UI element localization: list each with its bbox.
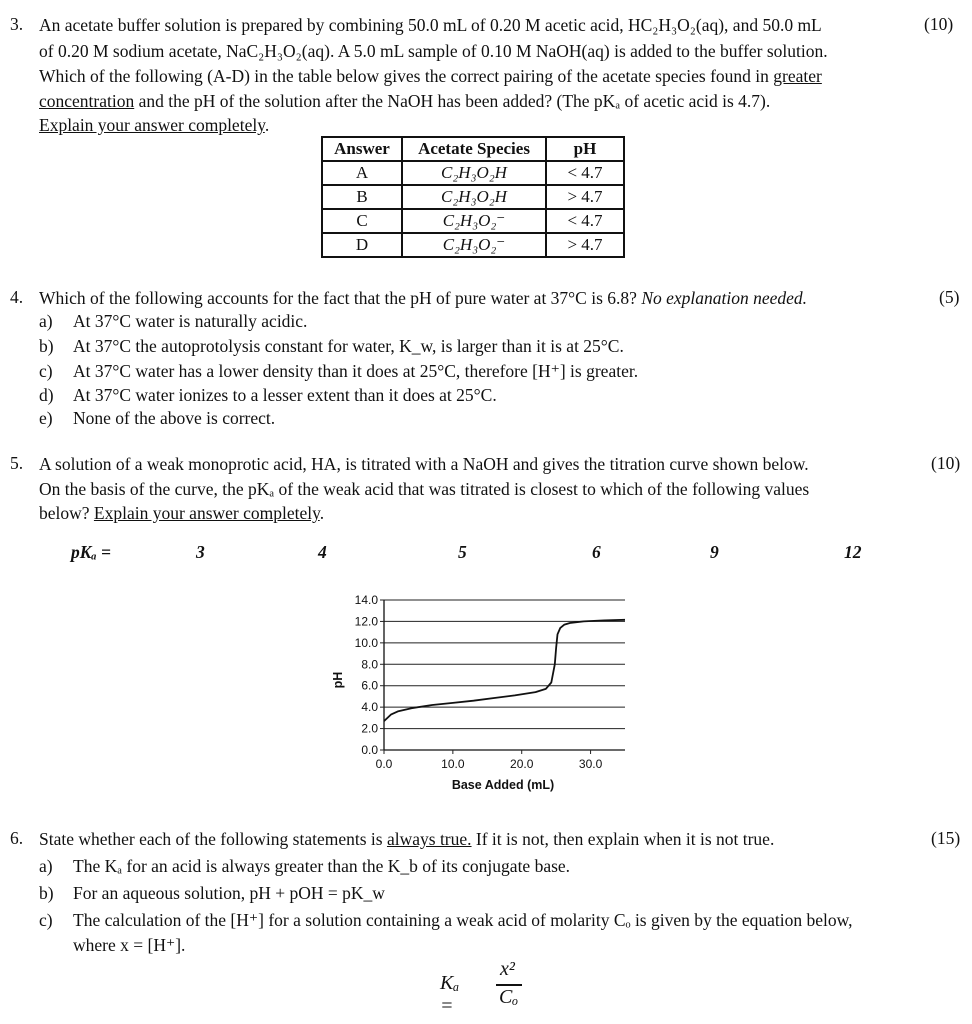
q5-line-3-start: below? bbox=[39, 503, 94, 523]
option-label: c) bbox=[39, 361, 53, 381]
pka-choice: 5 bbox=[458, 542, 467, 562]
x-tick-label: 10.0 bbox=[441, 757, 465, 771]
row-answer: A bbox=[322, 161, 402, 185]
formula-lhs: Kₐ = bbox=[440, 972, 460, 1017]
option-text: At 37°C water ionizes to a lesser extent than it does at 25°C. bbox=[73, 385, 497, 405]
answer-table-header bbox=[322, 137, 624, 161]
q4-question-text: Which of the following accounts for the fact that the pH of pure water at 37°C is 6.8? bbox=[39, 288, 642, 308]
q4-option bbox=[39, 335, 624, 357]
q3-greater: greater bbox=[773, 66, 822, 86]
q6-option bbox=[39, 855, 571, 877]
y-tick-label: 2.0 bbox=[361, 721, 378, 736]
formula-numerator: x² bbox=[500, 958, 515, 980]
y-tick-label: 0.0 bbox=[361, 743, 378, 757]
table-row bbox=[322, 185, 624, 209]
option-label: e) bbox=[39, 408, 53, 428]
header-answer: Answer bbox=[322, 137, 402, 161]
option-text: The Kₐ for an acid is always greater than the K_b of its conjugate base. bbox=[73, 856, 571, 876]
q3-explain-period: . bbox=[264, 115, 270, 135]
q4-question-italic: No explanation needed. bbox=[641, 288, 808, 308]
row-species: C₂H₃O₂⁻ bbox=[402, 233, 546, 257]
header-ph: pH bbox=[546, 137, 624, 161]
x-tick-label: 0.0 bbox=[375, 757, 393, 771]
q6-always-true: always true. bbox=[386, 829, 472, 849]
q3-line-3-text: Which of the following (A-D) in the table below gives the correct pairing of the acetate species found in bbox=[39, 66, 769, 86]
q4-option bbox=[39, 360, 639, 382]
row-species: C₂H₃O₂⁻ bbox=[402, 209, 546, 233]
row-ph: < 4.7 bbox=[546, 161, 624, 185]
q3-line-4 bbox=[39, 90, 770, 112]
x-ticks bbox=[376, 750, 603, 771]
pka-choice: 3 bbox=[196, 542, 205, 562]
y-axis-label: pH bbox=[331, 671, 345, 689]
row-answer: C bbox=[322, 209, 402, 233]
option-label: d) bbox=[39, 385, 54, 405]
pka-choice: 4 bbox=[318, 542, 327, 562]
q6-option bbox=[39, 882, 385, 904]
option-label: b) bbox=[39, 336, 54, 356]
option-text: None of the above is correct. bbox=[73, 408, 276, 428]
q4-question bbox=[39, 287, 807, 309]
y-ticks bbox=[355, 593, 384, 757]
option-label: b) bbox=[39, 883, 54, 903]
q3-line-2: of 0.20 M sodium acetate, NaC₂H₃O₂(aq). A 5.0 mL sample of 0.10 M NaOH(aq) is added to the buffer solution. bbox=[39, 41, 828, 61]
q4-option bbox=[39, 310, 308, 332]
header-species: Acetate Species bbox=[402, 137, 546, 161]
row-species: C₂H₃O₂H bbox=[402, 185, 546, 209]
option-label: a) bbox=[39, 856, 53, 876]
y-tick-label: 8.0 bbox=[361, 657, 378, 672]
answer-table bbox=[321, 136, 625, 258]
q3-line-3 bbox=[39, 65, 822, 87]
q6-question-end: If it is not, then explain when it is not true. bbox=[471, 829, 775, 849]
row-ph: < 4.7 bbox=[546, 209, 624, 233]
q6-question bbox=[39, 828, 774, 850]
q3-line-1: An acetate buffer solution is prepared by combining 50.0 mL of 0.20 M acetic acid, HC₂H₃O₂(aq), and 50.0 mL bbox=[39, 15, 822, 35]
pka-choice: 6 bbox=[592, 542, 601, 562]
q6-option-c-line-2: where x = [H⁺]. bbox=[73, 935, 186, 955]
row-species: C₂H₃O₂H bbox=[402, 161, 546, 185]
titration-chart bbox=[320, 585, 640, 800]
titration-curve-line bbox=[384, 620, 625, 721]
y-tick-label: 4.0 bbox=[361, 700, 378, 715]
row-answer: D bbox=[322, 233, 402, 257]
q5-explain-period: . bbox=[319, 503, 325, 523]
q5-number: 5. bbox=[10, 453, 24, 473]
table-row bbox=[322, 161, 624, 185]
row-ph: > 4.7 bbox=[546, 233, 624, 257]
q5-line-2: On the basis of the curve, the pKₐ of the weak acid that was titrated is closest to which of the following values bbox=[39, 479, 810, 499]
x-tick-label: 20.0 bbox=[510, 757, 534, 771]
q5-points: (10) bbox=[931, 453, 961, 473]
q3-concentration: concentration bbox=[39, 91, 135, 111]
q4-option bbox=[39, 384, 497, 406]
q4-number: 4. bbox=[10, 287, 24, 307]
q6-question-start: State whether each of the following statements is bbox=[39, 829, 387, 849]
pka-label: pKₐ = bbox=[71, 542, 112, 562]
pka-choice: 9 bbox=[710, 542, 719, 562]
q4-option bbox=[39, 407, 276, 429]
q5-explain: Explain your answer completely bbox=[93, 503, 320, 523]
q6-points: (15) bbox=[931, 828, 961, 848]
table-row bbox=[322, 209, 624, 233]
y-tick-label: 14.0 bbox=[354, 593, 378, 607]
y-tick-label: 12.0 bbox=[354, 614, 378, 629]
x-tick-label: 30.0 bbox=[578, 757, 603, 771]
q3-number: 3. bbox=[10, 14, 24, 34]
q3-explain bbox=[39, 114, 269, 136]
q4-points: (5) bbox=[939, 287, 960, 307]
y-tick-label: 10.0 bbox=[354, 635, 378, 650]
y-tick-label: 6.0 bbox=[361, 678, 378, 693]
option-text: At 37°C water is naturally acidic. bbox=[73, 311, 308, 331]
formula-denominator: Cₒ bbox=[499, 986, 519, 1008]
chart-series bbox=[384, 620, 625, 721]
pka-choice: 12 bbox=[844, 542, 862, 562]
row-answer: B bbox=[322, 185, 402, 209]
q6-option bbox=[39, 909, 853, 931]
q3-line-4-rest: and the pH of the solution after the NaOH has been added? (The pKₐ of acetic acid is 4.7). bbox=[134, 91, 771, 111]
q6-number: 6. bbox=[10, 828, 24, 848]
option-text: At 37°C water has a lower density than it does at 25°C, therefore [H⁺] is greater. bbox=[73, 361, 639, 381]
q3-points: (10) bbox=[924, 14, 954, 34]
q3-explain-text: Explain your answer completely bbox=[39, 115, 265, 135]
q5-line-3 bbox=[39, 502, 324, 524]
chart-grid bbox=[384, 600, 625, 729]
row-ph: > 4.7 bbox=[546, 185, 624, 209]
table-row bbox=[322, 233, 624, 257]
option-text: For an aqueous solution, pH + pOH = pK_w bbox=[73, 883, 385, 903]
x-axis-label: Base Added (mL) bbox=[451, 778, 555, 792]
option-text: At 37°C the autoprotolysis constant for water, K_w, is larger than it is at 25°C. bbox=[73, 336, 624, 356]
chart-axes bbox=[384, 600, 625, 750]
q5-line-1: A solution of a weak monoprotic acid, HA, is titrated with a NaOH and gives the titration curve shown below. bbox=[39, 454, 809, 474]
option-text: The calculation of the [H⁺] for a solution containing a weak acid of molarity Cₒ is given by the equation below, bbox=[73, 910, 853, 930]
option-label: c) bbox=[39, 910, 53, 930]
option-label: a) bbox=[39, 311, 53, 331]
